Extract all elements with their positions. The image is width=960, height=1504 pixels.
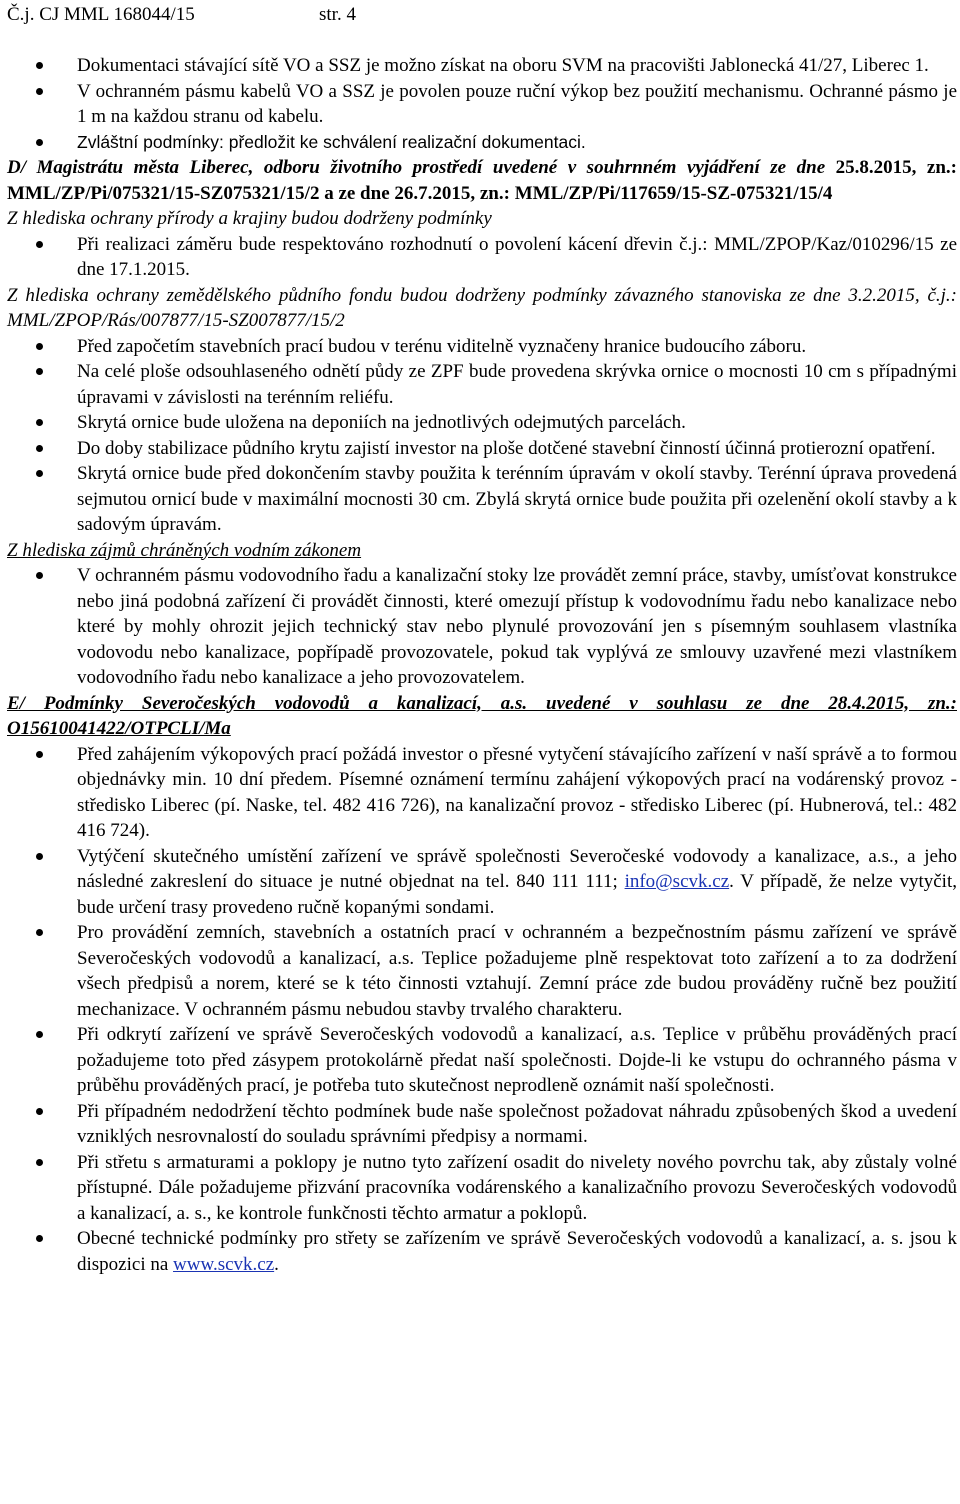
list-item: Skrytá ornice bude uložena na deponiích na jednotlivých odejmutých parcelách.	[7, 410, 957, 436]
bullet-icon	[7, 334, 77, 360]
list-item: Dokumentaci stávající sítě VO a SSZ je možno získat na oboru SVM na pracovišti Jablonecká 41/27, Liberec 1.	[7, 53, 957, 79]
list-item: Zvláštní podmínky: předložit ke schválení realizační dokumentaci.	[7, 130, 957, 156]
nature-heading: Z hlediska ochrany přírody a krajiny budou dodrženy podmínky	[7, 208, 492, 229]
section-d-heading: D/ Magistrátu města Liberec, odboru životního prostředí uvedené v souhrnném vyjádření ze dne 25.8.2015, zn.: MML/ZP/Pi/075321/15-SZ075321/15/2 a ze dne 26.7.2015, zn.: MML/ZP/Pi/117659/15-SZ-075321/15/4	[7, 157, 957, 204]
list-item: Při střetu s armaturami a poklopy je nutno tyto zařízení osadit do nivelety nového povrchu tak, aby zůstaly volné přístupné. Dále požadujeme přizvání pracovníka vodárenského a kanalizačního provozu Severočeských vodovodů a kanalizací, a. s., ke kontrole funkčnosti těchto armatur a poklopů.	[7, 1150, 957, 1227]
list-item: V ochranném pásmu kabelů VO a SSZ je povolen pouze ruční výkop bez použití mechanismu. Ochranné pásmo je 1 m na každou stranu od kabelu.	[7, 79, 957, 130]
section-e-heading: E/ Podmínky Severočeských vodovodů a kanalizací, a.s. uvedené v souhlasu ze dne 28.4.2015, zn.: O15610041422/OTPCLI/Ma	[7, 692, 957, 739]
list-item: Pro provádění zemních, stavebních a ostatních prací v ochranném a bezpečnostním pásmu zařízení ve správě Severočeských vodovodů a kanalizací, a.s. Teplice požadujeme plně respektovat toto zařízení a to za dodržení všech předpisů a norem, které se k této činnosti vztahují. Zemní práce zde budou prováděny ručně bez použití mechanizace. V ochranném pásmu nebudou stavby trvalého charakteru.	[7, 920, 957, 1022]
list-item: Na celé ploše odsouhlaseného odnětí půdy ze ZPF bude provedena skrývka ornice o mocnosti 10 cm s případnými úpravami v závislosti na terénním reliéfu.	[7, 359, 957, 410]
bullet-icon	[7, 436, 77, 462]
bullet-icon	[7, 844, 77, 921]
bullet-icon	[7, 1099, 77, 1150]
document-page	[7, 2, 957, 1277]
bullet-icon	[7, 563, 77, 691]
list-item: Před započetím stavebních prací budou v terénu viditelně vyznačeny hranice budoucího záboru.	[7, 334, 957, 360]
list-item: V ochranném pásmu vodovodního řadu a kanalizační stoky lze provádět zemní práce, stavby, umísťovat konstrukce nebo jiná podobná zařízení či provádět činnosti, které omezují přístup k vodovodnímu řadu nebo kanalizace nebo které by mohly ohrozit jejich technický stav nebo plynulé provozování jen s písemným souhlasem vlastníka vodovodu nebo kanalizace, popřípadě provozovatele, pokud tak vyplývá ze smlouvy uzavřené mezi vlastníkem vodovodního řadu nebo kanalizace a jeho provozovatelem.	[7, 563, 957, 691]
bullet-icon	[7, 130, 77, 156]
list-item: Při odkrytí zařízení ve správě Severočeských vodovodů a kanalizací, a.s. Teplice v průběhu prováděných prací požadujeme toto před zásypem protokolárně předat naší společnosti. Dojde-li ke vstupu do ochranného pásma v průběhu prováděných prací, je potřeba tuto skutečnost neprodleně oznámit naší společnosti.	[7, 1022, 957, 1099]
zpf-heading: Z hlediska ochrany zemědělského půdního fondu budou dodrženy podmínky závazného stanoviska ze dne 3.2.2015, č.j.: MML/ZPOP/Rás/007877/15-SZ007877/15/2	[7, 284, 958, 331]
bullet-icon	[7, 461, 77, 538]
list-item: Vytýčení skutečného umístění zařízení ve správě společnosti Severočeské vodovody a kanalizace, a.s., a jeho následné zakreslení do situace je nutné objednat na tel. 840 111 111; info@scvk.cz. V případě, že nelze vytyčit, bude určení trasy provedeno ručně kopanými sondami.	[7, 844, 957, 921]
page-header	[7, 2, 957, 28]
website-link[interactable]: www.scvk.cz	[173, 1253, 275, 1275]
bullet-icon	[7, 1022, 77, 1099]
page-number: str. 4	[319, 4, 356, 25]
bullet-icon	[7, 79, 77, 130]
bullet-icon	[7, 359, 77, 410]
bullet-icon	[7, 742, 77, 844]
bullet-icon	[7, 232, 77, 283]
list-item: Při případném nedodržení těchto podmínek bude naše společnost požadovat náhradu způsobených škod a uvedení vzniklých nesrovnalostí do souladu správními předpisy a normami.	[7, 1099, 957, 1150]
list-item: Do doby stabilizace půdního krytu zajistí investor na ploše dotčené stavební činností účinná protierozní opatření.	[7, 436, 957, 462]
email-link[interactable]: info@scvk.cz	[624, 871, 730, 892]
bullet-icon	[7, 920, 77, 1022]
list-item: Při realizaci záměru bude respektováno rozhodnutí o povolení kácení dřevin č.j.: MML/ZPOP/Kaz/010296/15 ze dne 17.1.2015.	[7, 232, 957, 283]
bullet-icon	[7, 1226, 77, 1277]
list-item: Před zahájením výkopových prací požádá investor o přesné vytyčení stávajícího zařízení v naší správě a to formou objednávky min. 10 dní předem. Písemné oznámení termínu zahájení výkopových prací na vodárenský provoz - středisko Liberec (pí. Naske, tel. 482 416 726), na kanalizační provoz - středisko Liberec (pí. Hubnerová, tel.: 482 416 724).	[7, 742, 957, 844]
list-item: Skrytá ornice bude před dokončením stavby použita k terénním úpravám v okolí stavby. Terénní úprava provedená sejmutou ornicí bude v maximální mocnosti 30 cm. Zbylá skrytá ornice bude použita při ozelenění okolí stavby a k sadovým úpravám.	[7, 461, 957, 538]
bullet-icon	[7, 410, 77, 436]
water-heading: Z hlediska zájmů chráněných vodním zákonem	[7, 539, 362, 561]
bullet-icon	[7, 53, 77, 79]
list-item: Obecné technické podmínky pro střety se zařízením ve správě Severočeských vodovodů a kanalizací, a. s. jsou k dispozici na www.scvk.cz.	[7, 1226, 957, 1277]
bullet-icon	[7, 1150, 77, 1227]
reference-number: Č.j. CJ MML 168044/15	[7, 4, 195, 25]
